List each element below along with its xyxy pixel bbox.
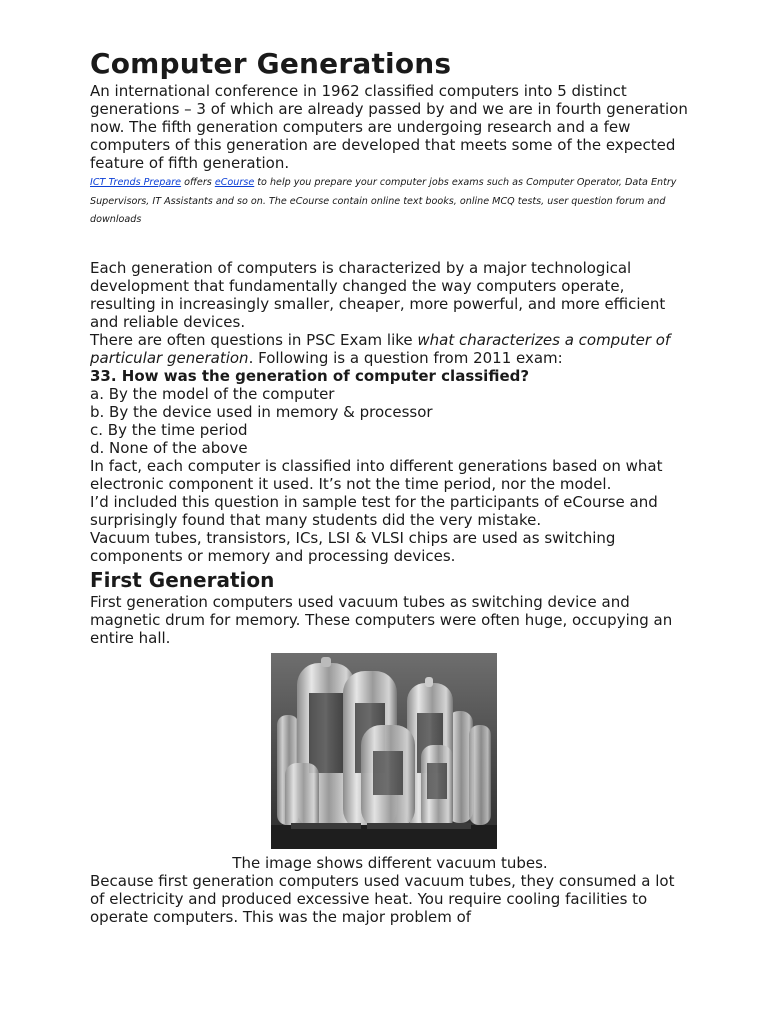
ecourse-link[interactable]: eCourse: [214, 177, 255, 188]
promo-rest-text: to help you prepare your computer jobs exams such as Computer Operator, Data Entry Supervisors, IT Assistants and so on. The eCourse contain online text books, online MCQ tests, user question forum and downloads: [90, 177, 677, 225]
document-body: [90, 46, 690, 926]
ict-trends-prepare-link[interactable]: ICT Trends Prepare: [90, 177, 182, 188]
paragraph-psc-exam: [90, 331, 690, 367]
option-c: c. By the time period: [90, 420, 248, 439]
promo-note: [90, 174, 690, 230]
paragraph-vacuum-tube-problems: Because first generation computers used vacuum tubes, they consumed a lot of electricity and produced excessive heat. You require cooling facilities to operate computers. This was the major problem of: [90, 871, 675, 926]
psc-exam-emphasis: what characterizes a computer of particular generation: [90, 330, 671, 367]
intro-paragraph: An international conference in 1962 classified computers into 5 distinct generations – 3 of which are already passed by and we are in fourth generation now. The fifth generation computers are undergoing research and a few computers of this generation are developed that meets some of the expected feature of fifth generation.: [90, 82, 688, 172]
paragraph-first-generation: First generation computers used vacuum tubes as switching device and magnetic drum for memory. These computers were often huge, occupying an entire hall.: [90, 592, 673, 647]
image-caption: The image shows different vacuum tubes.: [232, 853, 548, 872]
exam-question: 33. How was the generation of computer classified?: [90, 366, 530, 385]
page-title: Computer Generations: [90, 47, 452, 80]
vacuum-tubes-image: [271, 653, 497, 849]
paragraph-characterized: Each generation of computers is characterized by a major technological development that fundamentally changed the way computers operate, resulting in increasingly smaller, cheaper, more powerful, and more efficient and reliable devices.: [90, 258, 666, 331]
paragraph-components: Vacuum tubes, transistors, ICs, LSI & VLSI chips are used as switching components or memory and processing devices.: [90, 528, 616, 565]
option-b: b. By the device used in memory & processor: [90, 402, 433, 421]
spacer: [90, 230, 690, 259]
section-title-first-generation: First Generation: [90, 567, 275, 592]
paragraph-in-fact: In fact, each computer is classified into different generations based on what electronic component it used. It’s not the time period, nor the model.: [90, 456, 663, 493]
psc-exam-text: There are often questions in PSC Exam like: [90, 330, 418, 349]
option-d: d. None of the above: [90, 438, 248, 457]
option-a: a. By the model of the computer: [90, 384, 335, 403]
promo-mid-text: offers: [181, 177, 215, 188]
psc-exam-tail: . Following is a question from 2011 exam:: [248, 348, 563, 367]
paragraph-sample-test: I’d included this question in sample test for the participants of eCourse and surprisingly found that many students did the very mistake.: [90, 492, 658, 529]
